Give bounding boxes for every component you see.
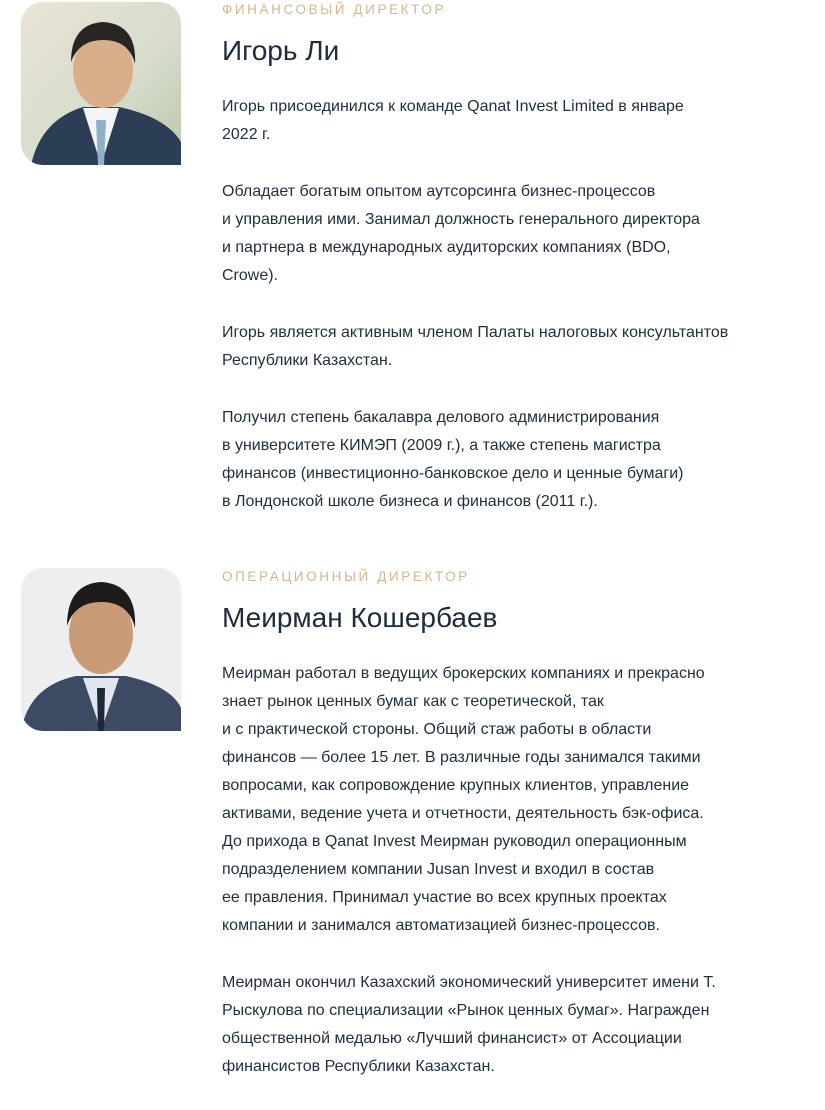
bio-line: подразделением компании Jusan Invest и входил в состав	[222, 861, 655, 878]
bio-line: в университете КИМЭП (2009 г.), а также степень магистра	[222, 437, 661, 454]
bio-line: Республики Казахстан.	[222, 352, 393, 369]
bio-line: Получил степень бакалавра делового администрирования	[222, 409, 660, 426]
bio-paragraph	[222, 93, 802, 149]
bio-paragraph	[222, 404, 802, 516]
bio-line: Crowe).	[222, 267, 279, 284]
member-bio	[222, 660, 802, 1081]
bio-line: Меирман окончил Казахский экономический университет имени Т.	[222, 974, 716, 991]
bio-line: ее правления. Принимал участие во всех крупных проектах	[222, 889, 667, 906]
bio-line: и управления ими. Занимал должность генерального директора	[222, 211, 700, 228]
bio-line: 2022 г.	[222, 126, 271, 143]
bio-line: и с практической стороны. Общий стаж работы в области	[222, 721, 652, 738]
bio-paragraph	[222, 660, 802, 940]
bio-line: финансистов Республики Казахстан.	[222, 1058, 495, 1075]
bio-line: Рыскулова по специализации «Рынок ценных бумаг». Награжден	[222, 1002, 710, 1019]
member-role: ОПЕРАЦИОННЫЙ ДИРЕКТОР	[222, 569, 470, 584]
bio-line: активами, ведение учета и отчетности, деятельность бэк-офиса.	[222, 805, 704, 822]
bio-line: финансов (инвестиционно-банковское дело и ценные бумаги)	[222, 465, 684, 482]
bio-paragraph	[222, 319, 802, 375]
bio-line: знает рынок ценных бумаг как с теоретической, так	[222, 693, 604, 710]
bio-line: компании и занимался автоматизацией бизнес-процессов.	[222, 917, 660, 934]
member-bio	[222, 93, 802, 516]
bio-paragraph	[222, 969, 802, 1081]
bio-line: Игорь является активным членом Палаты налоговых консультантов	[222, 324, 729, 341]
bio-line: вопросами, как сопровождение крупных клиентов, управление	[222, 777, 690, 794]
bio-line: До прихода в Qanat Invest Меирман руководил операционным	[222, 833, 687, 850]
bio-line: Обладает богатым опытом аутсорсинга бизнес-процессов	[222, 183, 656, 200]
portrait-image	[21, 568, 181, 731]
member-name: Меирман Кошербаев	[222, 602, 498, 633]
bio-line: финансов — более 15 лет. В различные годы занимался такими	[222, 749, 701, 766]
member-photo	[21, 2, 181, 165]
member-photo	[21, 568, 181, 731]
member-role: ФИНАНСОВЫЙ ДИРЕКТОР	[222, 2, 447, 17]
bio-line: в Лондонской школе бизнеса и финансов (2011 г.).	[222, 493, 598, 510]
bio-line: общественной медалью «Лучший финансист» от Ассоциации	[222, 1030, 682, 1047]
bio-line: Меирман работал в ведущих брокерских компаниях и прекрасно	[222, 665, 705, 682]
bio-line: Игорь присоединился к команде Qanat Invest Limited в январе	[222, 98, 684, 115]
portrait-image	[21, 2, 181, 165]
bio-line: и партнера в международных аудиторских компаниях (BDO,	[222, 239, 671, 256]
bio-paragraph	[222, 178, 802, 290]
member-name: Игорь Ли	[222, 35, 340, 66]
